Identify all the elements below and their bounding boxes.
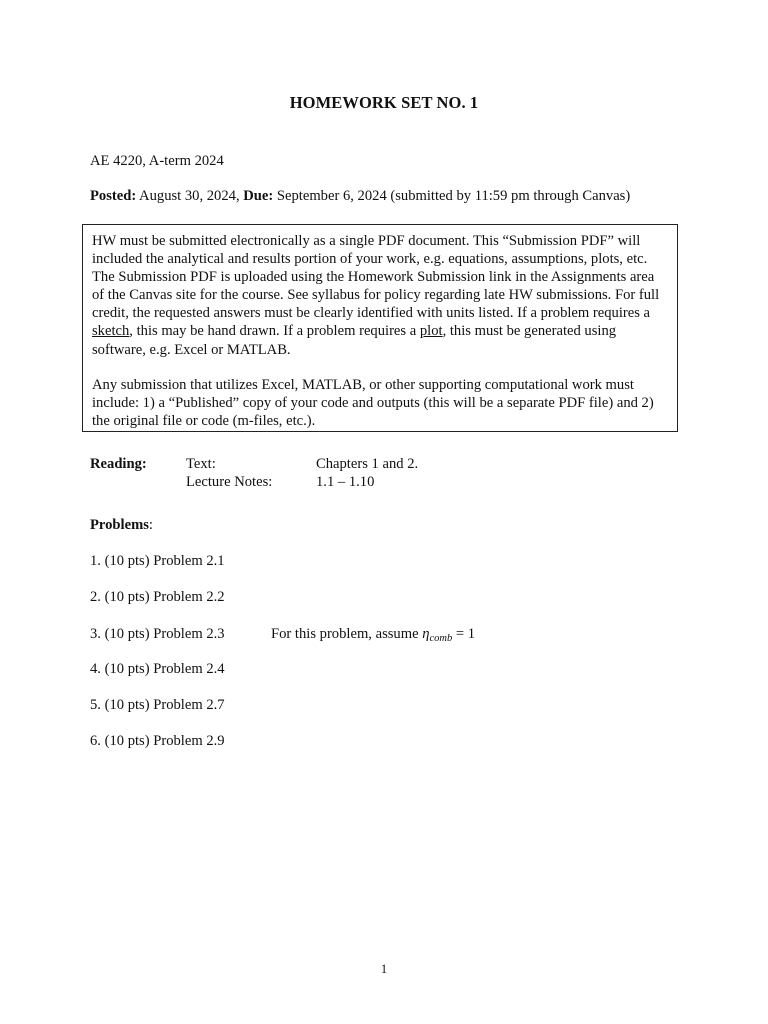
problems-label: Problems: [90, 517, 149, 533]
reading-row-text: [0, 456, 768, 474]
problem-item-1: 1. (10 pts) Problem 2.1: [90, 553, 225, 569]
submission-notice-box: [82, 224, 678, 432]
notice-plot-term: plot: [419, 323, 443, 340]
reading-value: Chapters 1 and 2.: [316, 456, 419, 472]
problem-item-2: 2. (10 pts) Problem 2.2: [90, 589, 225, 605]
note-prefix: For this problem, assume: [271, 626, 423, 642]
reading-value: 1.1 – 1.10: [316, 474, 375, 490]
problems-colon: :: [148, 517, 153, 533]
dates-line: [90, 188, 630, 205]
problem-3-note: [271, 626, 475, 644]
posted-label: Posted:: [90, 188, 137, 204]
notice-text-a: HW must be submitted electronically as a single PDF document. This “Submission PDF” will included the analytical and results portion of your work, e.g. equations, assumptions, plots, etc. The Submission PDF is uploaded using the Homework Submission link in the Assignments area of the Canvas site for the course. See syllabus for policy regarding late HW submissions. For full credit, the requested answers must be clearly identified with units listed. If a problem requires a: [92, 233, 660, 322]
posted-date: August 30, 2024,: [136, 188, 244, 204]
due-label: Due:: [243, 188, 274, 204]
notice-sketch-term: sketch: [92, 323, 130, 340]
reading-label: Reading:: [90, 456, 147, 472]
notice-text-c: , this must be generated using software, e.g. Excel or MATLAB.: [92, 323, 617, 358]
problem-item-3: 3. (10 pts) Problem 2.3: [90, 626, 225, 642]
notice-text-b: , this may be hand drawn. If a problem requires a: [129, 323, 420, 340]
reading-row-lecture-notes: [0, 474, 768, 492]
problem-item-6: 6. (10 pts) Problem 2.9: [90, 733, 225, 749]
note-suffix: = 1: [452, 626, 476, 642]
course-line: AE 4220, A-term 2024: [90, 153, 224, 169]
eta-subscript: comb: [429, 633, 453, 644]
problem-item-4: 4. (10 pts) Problem 2.4: [90, 661, 225, 677]
due-date: September 6, 2024 (submitted by 11:59 pm through Canvas): [273, 188, 631, 204]
notice-paragraph-1: [92, 232, 668, 359]
eta-letter: η: [422, 626, 430, 642]
document-title: HOMEWORK SET NO. 1: [289, 93, 479, 112]
reading-kind: Text:: [186, 456, 216, 472]
problems-heading: [90, 517, 153, 534]
page-number: 1: [380, 962, 388, 976]
reading-kind: Lecture Notes:: [186, 474, 273, 490]
notice-paragraph-2: Any submission that utilizes Excel, MATLAB, or other supporting computational work must include: 1) a “Published” copy of your code and outputs (this will be a separate PDF file) and 2) the original file or code (m-files, etc.).: [92, 376, 654, 429]
eta-comb-symbol: [422, 626, 452, 642]
problem-item-5: 5. (10 pts) Problem 2.7: [90, 697, 225, 713]
